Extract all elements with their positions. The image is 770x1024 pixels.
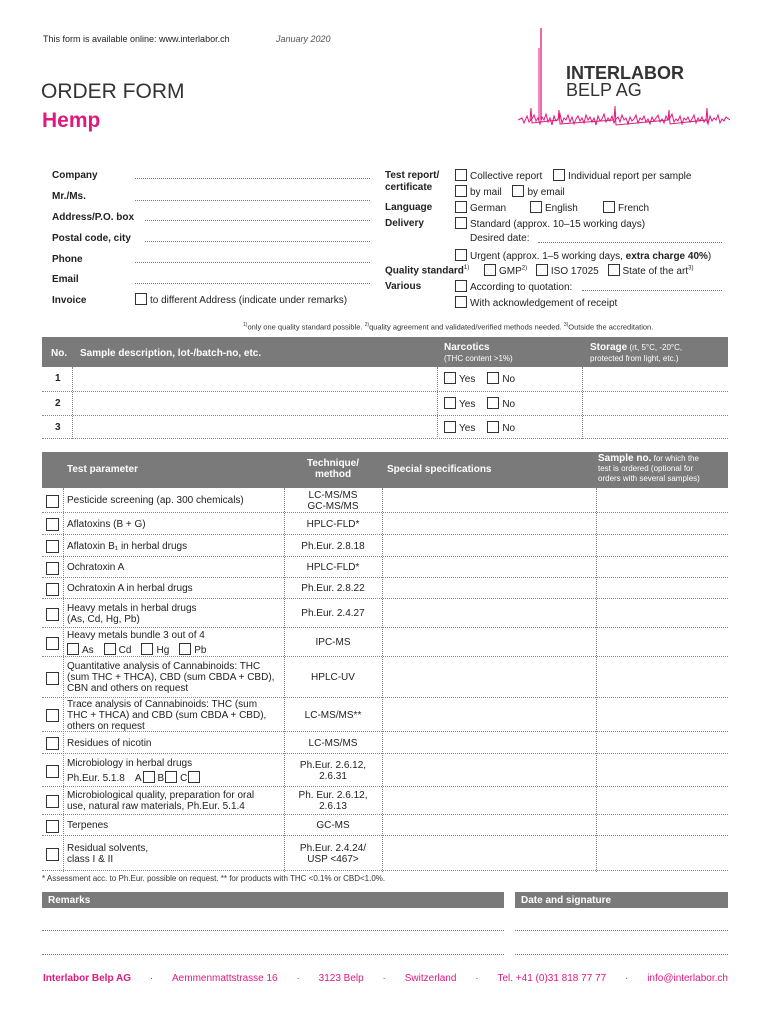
sample-no-field[interactable] xyxy=(597,815,728,835)
test-technique xyxy=(284,710,382,721)
gmp-label: GMP xyxy=(499,266,522,277)
sample-no-field[interactable] xyxy=(597,754,728,786)
test-technique xyxy=(284,820,382,831)
test-technique xyxy=(284,541,382,552)
micro-options xyxy=(67,771,203,784)
param-line: Aflatoxin B₁ in herbal drugs xyxy=(67,540,188,552)
special-spec-field[interactable] xyxy=(383,628,596,656)
quotation-option xyxy=(455,280,572,293)
narcotics-yes-checkbox[interactable] xyxy=(444,421,456,433)
standard-checkbox[interactable] xyxy=(455,217,467,229)
sample-no-field[interactable] xyxy=(597,488,728,512)
special-spec-field[interactable] xyxy=(383,513,596,534)
sample-no-field[interactable] xyxy=(597,557,728,577)
narcotics-yes-checkbox[interactable] xyxy=(444,397,456,409)
technique-line: Ph.Eur. 2.6.12, xyxy=(299,759,367,771)
param-line: Heavy metals bundle 3 out of 4 xyxy=(67,629,205,641)
iso-checkbox[interactable] xyxy=(536,264,548,276)
footer-sep: · xyxy=(149,973,154,984)
acknowledgement-option xyxy=(455,296,617,309)
sample-number: 1 xyxy=(55,373,61,384)
param-line: Ochratoxin A xyxy=(67,562,125,573)
standard-label: Standard (approx. 10–15 working days) xyxy=(470,219,646,230)
param-line: THC + THCA) and CBD (sum CBDA + CBD), xyxy=(67,710,267,721)
test-technique xyxy=(284,672,382,683)
footer-sep: · xyxy=(296,973,300,984)
collective-checkbox[interactable] xyxy=(455,169,467,181)
narcotics-options xyxy=(444,372,515,385)
narcotics-no-label: No xyxy=(502,399,516,410)
mr-ms-field[interactable] xyxy=(135,200,370,201)
sample-no-field[interactable] xyxy=(597,513,728,534)
sample-description-field[interactable] xyxy=(74,367,437,391)
param-line: Microbiology in herbal drugs xyxy=(67,757,193,769)
quality-options xyxy=(484,264,693,277)
invoice-option-label: to different Address (indicate under remarks) xyxy=(150,295,348,306)
sample-number: 3 xyxy=(55,422,61,433)
micro-checkbox[interactable] xyxy=(143,771,155,783)
german-label: German xyxy=(470,203,507,214)
remarks-line-2[interactable] xyxy=(42,954,504,955)
state-sup: 3) xyxy=(688,265,694,272)
param-line: Heavy metals in herbal drugs xyxy=(67,602,197,614)
test-parameter xyxy=(67,820,108,831)
storage-field[interactable] xyxy=(583,367,728,391)
collective-label: Collective report xyxy=(470,171,543,182)
special-spec-field[interactable] xyxy=(383,535,596,556)
sample-description-field[interactable] xyxy=(74,392,437,415)
technique-line: Ph.Eur. 2.4.27 xyxy=(301,608,365,619)
gmp-checkbox[interactable] xyxy=(484,264,496,276)
technique-line: LC-MS/MS** xyxy=(304,709,362,721)
param-line: Quantitative analysis of Cannabinoids: THC xyxy=(67,661,261,672)
metal-checkbox[interactable] xyxy=(67,643,79,655)
col-narcotics-sub: (THC content >1%) xyxy=(444,354,513,363)
label-quality xyxy=(385,265,469,276)
footnote-3-marker: 3) xyxy=(563,322,569,328)
technique-line: GC-MS/MS xyxy=(307,500,359,512)
footer xyxy=(43,973,728,984)
col-storage xyxy=(590,342,682,353)
col-storage-sub2: protected from light, etc.) xyxy=(590,354,679,363)
urgent-label: Urgent (approx. 1–5 working days, xyxy=(470,251,623,262)
metal-label: Pb xyxy=(194,644,207,656)
report-options xyxy=(455,169,691,182)
test-row xyxy=(42,628,728,657)
test-row xyxy=(42,787,728,815)
label-company: Company xyxy=(52,170,98,181)
test-parameter xyxy=(67,519,146,530)
test-parameter xyxy=(67,562,124,573)
col-technique xyxy=(284,458,382,480)
sample-no-field[interactable] xyxy=(597,836,728,870)
metal-label: Hg xyxy=(156,644,170,656)
metal-checkbox[interactable] xyxy=(141,643,153,655)
label-various: Various xyxy=(385,281,422,292)
test-checkbox[interactable] xyxy=(46,672,59,685)
test-row xyxy=(42,732,728,754)
individual-checkbox[interactable] xyxy=(553,169,565,181)
quotation-checkbox[interactable] xyxy=(455,280,467,292)
delivery-method-options xyxy=(455,185,565,198)
col-narcotics: Narcotics xyxy=(444,342,490,353)
special-spec-field[interactable] xyxy=(383,836,596,870)
storage-field[interactable] xyxy=(583,416,728,438)
narcotics-no-checkbox[interactable] xyxy=(487,397,499,409)
individual-label: Individual report per sample xyxy=(568,171,692,182)
test-row xyxy=(42,488,728,513)
test-parameter xyxy=(67,758,203,784)
technique-line: LC-MS/MS xyxy=(308,489,358,501)
test-row xyxy=(42,698,728,732)
test-row xyxy=(42,599,728,628)
technique-line: Ph.Eur. 2.8.22 xyxy=(301,583,365,594)
special-spec-field[interactable] xyxy=(383,815,596,835)
param-line: CBN and others on request xyxy=(67,683,189,694)
acknowledgement-label: With acknowledgement of receipt xyxy=(470,298,618,309)
metal-checkbox[interactable] xyxy=(104,643,116,655)
narcotics-yes-label: Yes xyxy=(459,423,476,434)
standard-delivery xyxy=(455,217,645,230)
test-technique xyxy=(284,843,382,865)
test-checkbox[interactable] xyxy=(46,562,59,575)
technique-line: USP <467> xyxy=(307,853,359,865)
urgent-delivery xyxy=(455,249,711,262)
sample-no-field[interactable] xyxy=(597,787,728,814)
company-name-line2: BELP AG xyxy=(566,80,642,100)
technique-line: Ph.Eur. 2.8.18 xyxy=(301,540,365,552)
form-date: January 2020 xyxy=(276,34,331,44)
technique-line: 2.6.13 xyxy=(319,801,347,812)
technique-line: GC-MS xyxy=(316,820,350,831)
col-sample-no-line1: for which the xyxy=(653,454,699,463)
test-checkbox[interactable] xyxy=(46,765,59,778)
special-spec-field[interactable] xyxy=(383,657,596,697)
param-line: others on request xyxy=(67,721,145,732)
label-invoice: Invoice xyxy=(52,295,87,306)
storage-field[interactable] xyxy=(583,392,728,415)
label-language: Language xyxy=(385,202,433,213)
special-spec-field[interactable] xyxy=(383,599,596,627)
invoice-option xyxy=(135,293,347,306)
iso-label: ISO 17025 xyxy=(550,266,599,277)
test-checkbox[interactable] xyxy=(46,637,59,650)
french-checkbox[interactable] xyxy=(603,201,615,213)
col-description: Sample description, lot-/batch-no, etc. xyxy=(80,348,262,359)
test-checkbox[interactable] xyxy=(46,737,59,750)
quotation-field[interactable] xyxy=(582,290,722,291)
footnote-1-marker: 1) xyxy=(243,322,248,328)
footnote-1: only one quality standard possible. xyxy=(247,322,363,332)
metal-label: As xyxy=(82,644,94,656)
address-field[interactable] xyxy=(145,220,370,221)
technique-line: HPLC-FLD* xyxy=(306,518,360,530)
sample-row xyxy=(42,367,728,392)
sample-no-field[interactable] xyxy=(597,535,728,556)
col-test-parameter: Test parameter xyxy=(67,464,138,475)
test-technique xyxy=(284,738,382,749)
sample-no-field[interactable] xyxy=(597,698,728,731)
by-email-label: by email xyxy=(527,187,565,198)
test-row xyxy=(42,557,728,578)
footnote-2-marker: 2) xyxy=(364,322,370,328)
param-line: Terpenes xyxy=(67,820,109,831)
samples-header xyxy=(42,337,728,367)
footer-email: info@interlabor.ch xyxy=(647,973,728,984)
by-mail-label: by mail xyxy=(470,187,502,198)
test-parameter xyxy=(67,603,197,625)
french-label: French xyxy=(618,203,650,214)
test-parameter xyxy=(67,738,152,749)
footnote-3: Outside the accreditation. xyxy=(568,322,654,332)
remarks-header: Remarks xyxy=(42,892,504,908)
narcotics-yes-checkbox[interactable] xyxy=(444,372,456,384)
footer-city: 3123 Belp xyxy=(318,973,364,984)
test-technique xyxy=(284,790,382,812)
desired-date-field[interactable] xyxy=(538,242,722,243)
phone-field[interactable] xyxy=(135,262,370,263)
quality-sup: 1) xyxy=(463,265,470,271)
sample-no-field[interactable] xyxy=(597,578,728,598)
technique-line: IPC-MS xyxy=(315,637,351,648)
sample-no-field[interactable] xyxy=(597,657,728,697)
postal-field[interactable] xyxy=(145,241,370,242)
test-row xyxy=(42,754,728,787)
param-line: Ochratoxin A in herbal drugs xyxy=(67,583,193,594)
sample-no-field[interactable] xyxy=(597,628,728,656)
param-line: (As, Cd, Hg, Pb) xyxy=(67,613,140,625)
test-checkbox[interactable] xyxy=(46,795,59,808)
tests-header xyxy=(42,452,728,488)
special-spec-field[interactable] xyxy=(383,754,596,786)
test-technique xyxy=(284,608,382,619)
test-parameter xyxy=(67,495,244,506)
desired-date-label: Desired date: xyxy=(470,233,530,244)
test-technique xyxy=(284,760,382,782)
sample-row xyxy=(42,392,728,416)
english-label: English xyxy=(545,203,578,214)
technique-line: Ph.Eur. 2.4.24/ xyxy=(299,842,367,854)
test-parameter xyxy=(67,843,148,865)
sample-description-field[interactable] xyxy=(74,416,437,438)
technique-line: HPLC-FLD* xyxy=(306,562,360,573)
special-spec-field[interactable] xyxy=(383,488,596,512)
col-storage-title: Storage xyxy=(590,342,628,353)
label-test-report-line2: certificate xyxy=(385,182,433,193)
narcotics-options xyxy=(444,397,515,410)
param-line: Pesticide screening (ap. 300 chemicals) xyxy=(67,495,244,506)
urgent-charge: extra charge 40% xyxy=(625,251,708,262)
footer-street: Aemmenmattstrasse 16 xyxy=(172,973,278,984)
col-special-specs: Special specifications xyxy=(387,464,492,475)
test-parameter xyxy=(67,630,217,656)
footer-sep: · xyxy=(382,973,386,984)
gmp-sup: 2) xyxy=(521,265,528,272)
footer-company: Interlabor Belp AG xyxy=(43,973,131,984)
narcotics-no-label: No xyxy=(502,423,516,434)
footer-country: Switzerland xyxy=(404,973,457,984)
test-parameter xyxy=(67,661,274,694)
test-checkbox[interactable] xyxy=(46,583,59,596)
col-storage-sub: (rt, 5°C, -20°C, xyxy=(629,343,683,352)
test-checkbox[interactable] xyxy=(46,518,59,531)
test-parameter xyxy=(67,541,187,552)
label-email: Email xyxy=(52,274,79,285)
metal-label: Cd xyxy=(118,644,132,656)
label-mr-ms: Mr./Ms. xyxy=(52,191,86,202)
narcotics-no-checkbox[interactable] xyxy=(487,421,499,433)
test-parameter xyxy=(67,583,193,594)
label-postal: Postal code, city xyxy=(52,233,131,244)
technique-line: HPLC-UV xyxy=(311,672,355,683)
footer-sep: · xyxy=(475,973,479,984)
label-test-report-line1: Test report/ xyxy=(385,170,440,181)
sample-no-field[interactable] xyxy=(597,599,728,627)
date-signature-line-2[interactable] xyxy=(515,954,728,955)
col-technique-line1: Technique/ xyxy=(306,458,360,469)
test-technique xyxy=(284,637,382,648)
test-checkbox[interactable] xyxy=(46,820,59,833)
technique-line: 2.6.31 xyxy=(319,770,347,782)
date-signature-header: Date and signature xyxy=(515,892,728,908)
special-spec-field[interactable] xyxy=(383,557,596,577)
narcotics-options xyxy=(444,421,515,434)
sample-number: 2 xyxy=(55,398,61,409)
micro-label: B xyxy=(157,772,165,784)
param-line: Residues of nicotin xyxy=(67,737,152,749)
test-technique xyxy=(284,490,382,512)
footer-sep: · xyxy=(625,973,629,984)
test-row xyxy=(42,535,728,557)
param-line: class I & II xyxy=(67,853,114,865)
micro-checkbox[interactable] xyxy=(165,771,177,783)
email-field[interactable] xyxy=(135,283,370,284)
company-name-line1: INTERLABOR xyxy=(566,63,684,83)
test-checkbox[interactable] xyxy=(46,540,59,553)
by-email-checkbox[interactable] xyxy=(512,185,524,197)
language-options xyxy=(455,201,725,214)
remarks-line-1[interactable] xyxy=(42,930,504,931)
company-field[interactable] xyxy=(135,178,370,179)
quality-label-text: Quality standard xyxy=(385,265,464,277)
micro-label: A xyxy=(134,772,142,784)
test-checkbox[interactable] xyxy=(46,608,59,621)
param-line: (sum THC + THCA), CBD (sum CBDA + CBD), xyxy=(67,672,275,683)
form-title: ORDER FORM xyxy=(41,80,185,103)
col-technique-line2: method xyxy=(314,469,352,480)
test-row xyxy=(42,578,728,599)
label-address: Address/P.O. box xyxy=(52,212,135,223)
test-row xyxy=(42,815,728,836)
param-line: use, natural raw materials, Ph.Eur. 5.1.4 xyxy=(67,801,245,812)
special-spec-field[interactable] xyxy=(383,787,596,814)
acknowledgement-checkbox[interactable] xyxy=(455,296,467,308)
test-parameter xyxy=(67,790,254,812)
sample-row xyxy=(42,416,728,439)
date-signature-line-1[interactable] xyxy=(515,930,728,931)
german-checkbox[interactable] xyxy=(455,201,467,213)
test-row xyxy=(42,836,728,871)
param-line: Aflatoxins (B + G) xyxy=(67,518,146,530)
label-delivery: Delivery xyxy=(385,218,424,229)
quotation-label: According to quotation: xyxy=(470,282,573,293)
narcotics-yes-label: Yes xyxy=(459,374,476,385)
param-line: Microbiological quality, preparation for oral xyxy=(67,790,255,801)
col-sample-no-title: Sample no. xyxy=(598,453,652,464)
state-of-art-label: State of the art xyxy=(622,266,689,277)
special-spec-field[interactable] xyxy=(383,578,596,598)
col-no: No. xyxy=(51,348,68,359)
test-parameter xyxy=(67,699,266,732)
metals-options xyxy=(67,643,217,656)
urgent-checkbox[interactable] xyxy=(455,249,467,261)
state-of-art-checkbox[interactable] xyxy=(608,264,620,276)
test-checkbox[interactable] xyxy=(46,848,59,861)
footnote-top xyxy=(243,322,653,332)
micro-label: C xyxy=(180,772,188,784)
param-line: Residual solvents, xyxy=(67,842,149,854)
by-mail-checkbox[interactable] xyxy=(455,185,467,197)
narcotics-no-checkbox[interactable] xyxy=(487,372,499,384)
special-spec-field[interactable] xyxy=(383,732,596,753)
param-line: Trace analysis of Cannabinoids: THC (sum xyxy=(67,699,258,710)
test-technique xyxy=(284,583,382,594)
bottom-note: * Assessment acc. to Ph.Eur. possible on request. ** for products with THC <0.1% or CBD<1.0%. xyxy=(42,874,386,883)
technique-line: LC-MS/MS xyxy=(308,737,358,749)
urgent-label-end: ) xyxy=(707,251,712,262)
micro-checkbox[interactable] xyxy=(188,771,200,783)
test-row xyxy=(42,657,728,698)
metal-checkbox[interactable] xyxy=(179,643,191,655)
english-checkbox[interactable] xyxy=(530,201,542,213)
special-spec-field[interactable] xyxy=(383,698,596,731)
sample-no-field[interactable] xyxy=(597,732,728,753)
param-line: Ph.Eur. 5.1.8 xyxy=(67,772,125,784)
col-sample-no-line2: test is ordered (optional for xyxy=(598,464,694,473)
label-test-report xyxy=(385,170,439,194)
test-checkbox[interactable] xyxy=(46,495,59,508)
narcotics-no-label: No xyxy=(502,374,516,385)
online-note: This form is available online: www.interlabor.ch xyxy=(43,34,230,44)
narcotics-yes-label: Yes xyxy=(459,399,476,410)
col-sample-no-line3: orders with several samples) xyxy=(598,474,700,483)
form-subtitle: Hemp xyxy=(42,109,101,132)
technique-line: Ph. Eur. 2.6.12, xyxy=(298,790,368,801)
test-row xyxy=(42,513,728,535)
label-phone: Phone xyxy=(52,254,83,265)
test-checkbox[interactable] xyxy=(46,709,59,722)
col-sample-no xyxy=(598,454,700,484)
test-technique xyxy=(284,562,382,573)
footnote-2: quality agreement and validated/verified methods needed. xyxy=(369,322,562,332)
invoice-checkbox[interactable] xyxy=(135,293,147,305)
footer-tel: Tel. +41 (0)31 818 77 77 xyxy=(497,973,607,984)
test-technique xyxy=(284,519,382,530)
